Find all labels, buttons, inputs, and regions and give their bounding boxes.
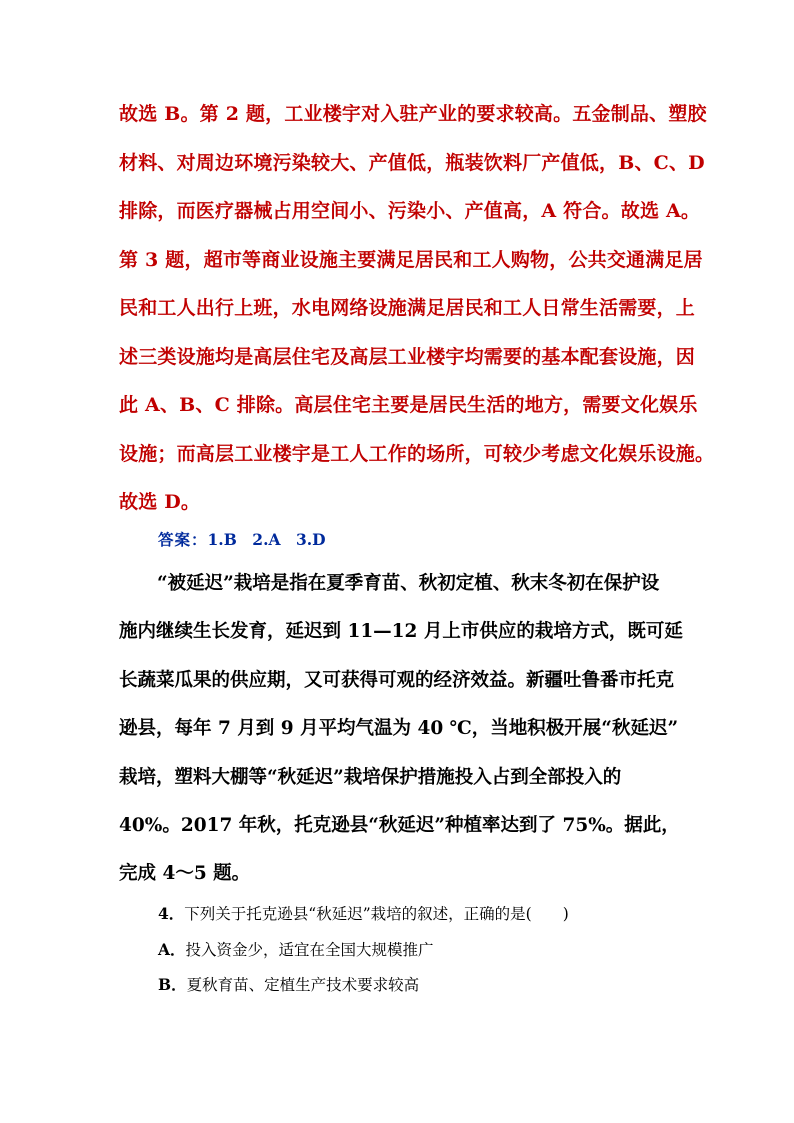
explanation-line: 故选 D。 — [119, 491, 201, 513]
passage-line: 长蔬菜瓜果的供应期，又可获得可观的经济效益。新疆吐鲁番市托克 — [119, 669, 675, 691]
explanation-line: 排除，而医疗器械占用空间小、污染小、产值高，A 符合。故选 A。 — [119, 200, 701, 222]
answer-label: 答案： — [158, 530, 208, 549]
option-a — [158, 938, 569, 974]
passage-line: 完成 4～5 题。 — [119, 863, 251, 885]
reading-passage — [119, 566, 685, 905]
passage-line: “被延迟”栽培是指在夏季育苗、秋初定植、秋末冬初在保护设 — [157, 573, 660, 594]
question-4 — [158, 902, 569, 1009]
question-stem: 下列关于托克逊县“秋延迟”栽培的叙述，正确的是( ) — [184, 905, 569, 923]
passage-line: 40%。2017 年秋，托克逊县“秋延迟”种植率达到了 75%。据此， — [119, 814, 680, 836]
question-stem-line — [158, 902, 569, 938]
answer-line — [158, 528, 326, 550]
explanation-line: 设施；而高层工业楼宇是工人工作的场所，可较少考虑文化娱乐设施。 — [119, 442, 715, 465]
explanation-block — [119, 96, 715, 533]
explanation-line: 第 3 题，超市等商业设施主要满足居民和工人购物，公共交通满足居 — [119, 248, 703, 271]
explanation-line: 材料、对周边环境污染较大、产值低，瓶装饮料厂产值低，B、C、D — [119, 151, 705, 174]
explanation-line: 述三类设施均是高层住宅及高层工业楼宇均需要的基本配套设施，因 — [119, 345, 696, 368]
passage-line: 逊县，每年 7 月到 9 月平均气温为 40 ℃，当地积极开展“秋延迟” — [119, 718, 679, 740]
passage-line: 施内继续生长发育，延迟到 11—12 月上市供应的栽培方式，既可延 — [119, 621, 683, 643]
question-number: 4． — [158, 904, 185, 923]
option-b — [158, 973, 569, 1009]
explanation-line: 故选 B。第 2 题，工业楼宇对入驻产业的要求较高。五金制品、塑胶 — [119, 103, 707, 125]
option-label: A． — [158, 939, 186, 959]
option-text: 夏秋育苗、定植生产技术要求较高 — [186, 976, 420, 994]
answer-values: 1.B 2.A 3.D — [207, 530, 326, 549]
explanation-line: 民和工人出行上班，水电网络设施满足居民和工人日常生活需要，上 — [119, 297, 696, 319]
passage-line: 栽培，塑料大棚等“秋延迟”栽培保护措施投入占到全部投入的 — [119, 766, 622, 788]
option-label: B． — [158, 975, 187, 994]
explanation-line: 此 A、B、C 排除。高层住宅主要是居民生活的地方，需要文化娱乐 — [119, 394, 698, 416]
option-text: 投入资金少，适宜在全国大规模推广 — [185, 940, 434, 959]
